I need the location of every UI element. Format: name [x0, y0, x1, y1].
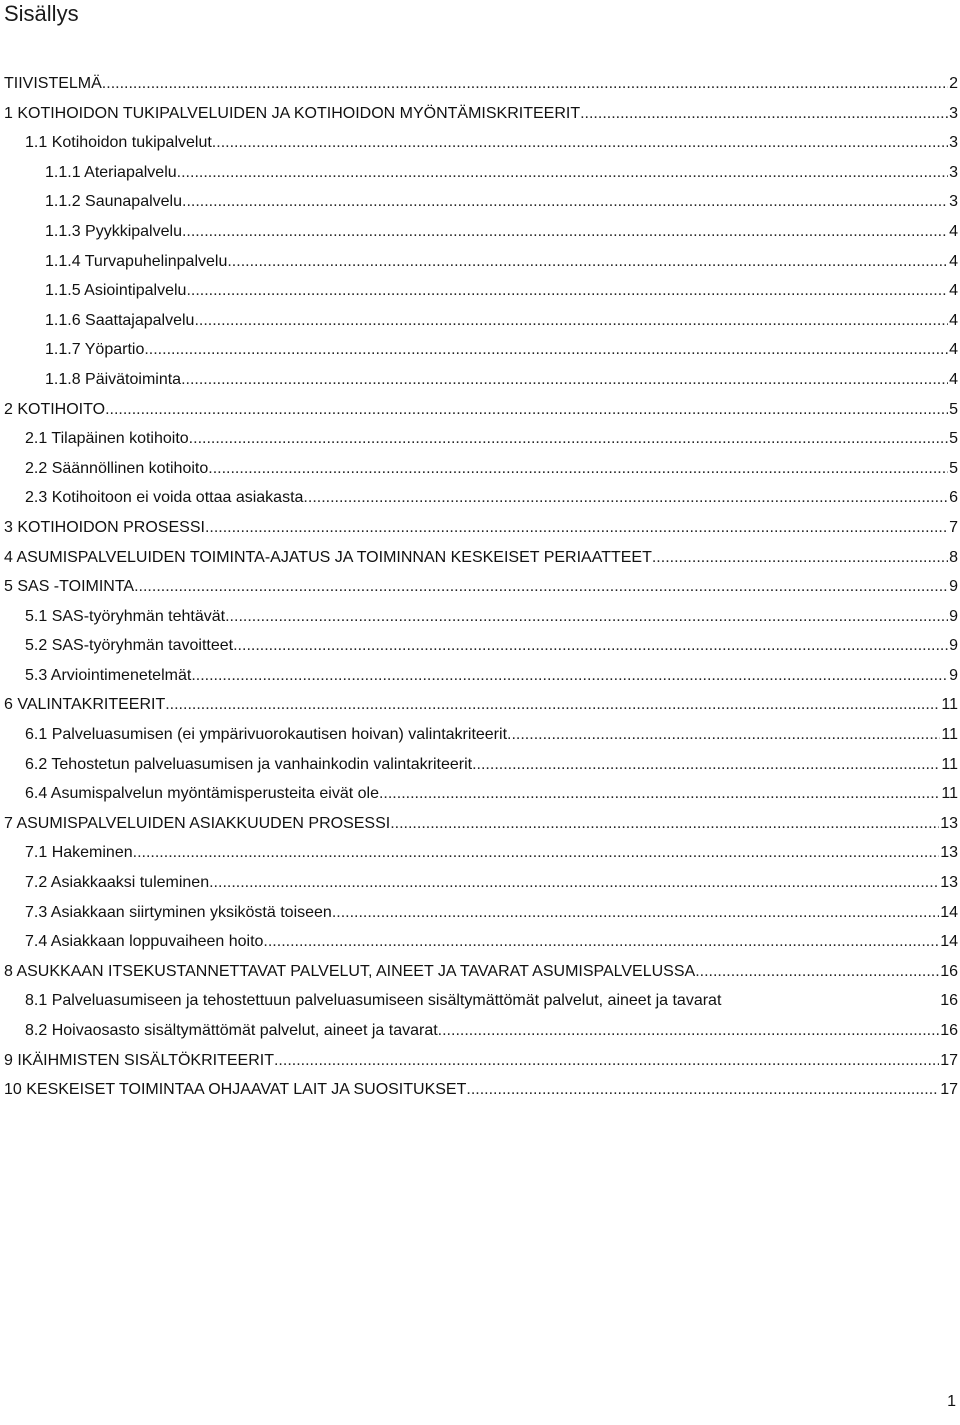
toc-dot-leader [194, 306, 948, 336]
toc-dot-leader [134, 572, 948, 602]
toc-dot-leader [209, 868, 939, 898]
toc-entry-page: 9 [949, 666, 958, 684]
toc-entry[interactable] [0, 247, 960, 277]
toc-entry-page: 16 [940, 992, 958, 1010]
toc-entry[interactable] [0, 217, 960, 247]
toc-entry[interactable] [0, 69, 960, 99]
toc-entry[interactable] [0, 335, 960, 365]
toc-entry-page: 6 [949, 489, 958, 507]
toc-entry-page: 3 [949, 163, 958, 181]
toc-entry[interactable] [0, 99, 960, 129]
toc-entry-page: 3 [949, 104, 958, 122]
toc-entry-label: 7 ASUMISPALVELUIDEN ASIAKKUUDEN PROSESSI [4, 814, 391, 832]
toc-entry-label: 1.1.1 Ateriapalvelu [45, 163, 177, 181]
toc-entry-page: 11 [941, 726, 958, 744]
toc-entry[interactable] [0, 779, 960, 809]
toc-entry-page: 16 [940, 1022, 958, 1039]
toc-dot-leader [233, 631, 948, 661]
toc-entry-label: 6.2 Tehostetun palveluasumisen ja vanhainkodin valintakriteerit [25, 755, 473, 773]
toc-dot-leader [208, 454, 948, 484]
toc-entry-page: 11 [941, 696, 958, 714]
toc-entry-label: 10 KESKEISET TOIMINTAA OHJAAVAT LAIT JA SUOSITUKSET [4, 1081, 467, 1099]
toc-entry-label: 6 VALINTAKRITEERIT [4, 696, 166, 714]
toc-entry[interactable] [0, 276, 960, 306]
toc-entry-label: 7.4 Asiakkaan loppuvaiheen hoito [25, 933, 264, 951]
toc-entry-label: 2.1 Tilapäinen kotihoito [25, 430, 189, 448]
toc-entry-label: 2 KOTIHOITO [4, 400, 106, 418]
toc-entry[interactable] [0, 483, 960, 513]
toc-dot-leader [177, 158, 948, 188]
toc-entry[interactable] [0, 454, 960, 484]
toc-entry[interactable] [0, 868, 960, 898]
toc-dot-leader [507, 720, 940, 750]
toc-entry-label: 5.2 SAS-työryhmän tavoitteet [25, 637, 234, 655]
toc-entry[interactable] [0, 898, 960, 928]
toc-entry-page: 5 [949, 430, 958, 448]
toc-dot-leader [390, 809, 939, 839]
toc-entry-label: 7.2 Asiakkaaksi tuleminen [25, 874, 210, 892]
toc-dot-leader [379, 779, 940, 809]
toc-dot-leader [303, 483, 948, 513]
page-number: 1 [947, 1393, 956, 1410]
toc-entry-page: 4 [949, 370, 958, 388]
toc-entry-label: 1.1.7 Yöpartio [45, 341, 145, 359]
toc-entry[interactable] [0, 1016, 960, 1046]
toc-dot-leader [186, 276, 948, 306]
toc-entry-label: 5 SAS -TOIMINTA [4, 578, 135, 596]
toc-entry-page: 9 [949, 607, 958, 625]
toc-dot-leader [466, 1075, 939, 1105]
toc-entry-page: 13 [940, 844, 958, 862]
toc-entry-label: 6.4 Asumispalvelun myöntämisperusteita eivät ole [25, 785, 379, 803]
toc-entry[interactable] [0, 661, 960, 691]
toc-dot-leader [263, 927, 939, 957]
toc-entry-label: 1.1.4 Turvapuhelinpalvelu [45, 252, 228, 270]
toc-entry-label: 9 IKÄIHMISTEN SISÄLTÖKRITEERIT [4, 1051, 274, 1069]
toc-entry-page: 8 [949, 548, 958, 566]
toc-dot-leader [212, 128, 948, 158]
toc-entry-label: 1.1.3 Pyykkipalvelu [45, 222, 182, 240]
toc-entry[interactable] [0, 602, 960, 632]
toc-entry[interactable] [0, 424, 960, 454]
toc-entry-label: 1.1.6 Saattajapalvelu [45, 311, 195, 329]
toc-entry-page: 11 [941, 755, 958, 773]
toc-entry-page: 4 [949, 282, 958, 300]
toc-dot-leader [695, 957, 939, 987]
toc-entry-label: 2.3 Kotihoitoon ei voida ottaa asiakasta [25, 489, 304, 507]
toc-entry[interactable] [0, 158, 960, 188]
toc-entry-page: 4 [949, 222, 958, 240]
toc-entry-page: 4 [949, 341, 958, 359]
toc-entry-page: 17 [940, 1081, 958, 1099]
toc-entry[interactable] [0, 838, 960, 868]
toc-dot-leader [652, 543, 948, 573]
toc-entry-page: 4 [949, 311, 958, 329]
toc-dot-leader [332, 898, 939, 928]
toc-entry[interactable] [0, 927, 960, 957]
toc-entry-page: 3 [949, 134, 958, 152]
toc-entry[interactable] [0, 572, 960, 602]
toc-dot-leader [102, 69, 948, 99]
toc-dot-leader [225, 602, 948, 632]
toc-entry[interactable] [0, 1075, 960, 1105]
toc-dot-leader [181, 365, 948, 395]
toc-entry[interactable] [0, 631, 960, 661]
toc-entry[interactable] [0, 395, 960, 425]
toc-entry[interactable] [0, 1046, 960, 1076]
toc-entry-page: 9 [949, 578, 958, 596]
toc-entry-page: 17 [940, 1051, 958, 1069]
toc-entry[interactable] [0, 720, 960, 750]
toc-entry-label: 3 KOTIHOIDON PROSESSI [4, 518, 205, 536]
toc-dot-leader [189, 424, 948, 454]
toc-entry[interactable] [0, 187, 960, 217]
toc-entry-label: 8.1 Palveluasumiseen ja tehostettuun palveluasumiseen sisältymättömät palvelut, aineet ja tavarat [25, 992, 722, 1010]
toc-dot-leader [472, 750, 940, 780]
toc-dot-leader [227, 247, 948, 277]
toc-entry[interactable] [0, 750, 960, 780]
toc-entry[interactable] [0, 365, 960, 395]
toc-entry-page: 13 [940, 874, 958, 892]
toc-entry[interactable] [0, 128, 960, 158]
toc-entry-page: 16 [940, 962, 958, 980]
toc-dot-leader [105, 395, 948, 425]
toc-entry[interactable] [0, 957, 960, 987]
toc-entry-page: 14 [940, 933, 958, 951]
toc-entry-label: 7.3 Asiakkaan siirtyminen yksiköstä toiseen [25, 903, 332, 921]
toc-dot-leader [580, 99, 948, 129]
table-of-contents [0, 69, 960, 1105]
toc-entry[interactable] [0, 543, 960, 573]
toc-entry[interactable] [0, 690, 960, 720]
toc-entry[interactable] [0, 809, 960, 839]
toc-entry-page: 11 [941, 785, 958, 803]
toc-entry[interactable] [0, 986, 960, 1016]
toc-entry-label: 8 ASUKKAAN ITSEKUSTANNETTAVAT PALVELUT, AINEET JA TAVARAT ASUMISPALVELUSSA [4, 962, 696, 980]
toc-dot-leader [205, 513, 948, 543]
toc-entry[interactable] [0, 306, 960, 336]
toc-dot-leader [182, 187, 948, 217]
toc-entry-label: 5.1 SAS-työryhmän tehtävät [25, 607, 226, 625]
toc-entry-page: 4 [949, 252, 958, 270]
toc-entry[interactable] [0, 513, 960, 543]
toc-dot-leader [144, 335, 948, 365]
toc-entry-page: 13 [940, 814, 958, 832]
toc-dot-leader [274, 1046, 939, 1076]
toc-entry-page: 7 [949, 518, 958, 536]
toc-entry-page: 3 [949, 193, 958, 211]
toc-entry-label: 1 KOTIHOIDON TUKIPALVELUIDEN JA KOTIHOIDON MYÖNTÄMISKRITEERIT [4, 104, 581, 122]
toc-entry-label: TIIVISTELMÄ [4, 75, 102, 92]
toc-entry-page: 9 [949, 637, 958, 655]
toc-entry-page: 5 [949, 400, 958, 418]
toc-entry-label: 7.1 Hakeminen [25, 844, 133, 862]
toc-entry-label: 8.2 Hoivaosasto sisältymättömät palvelut, aineet ja tavarat [25, 1022, 438, 1039]
toc-dot-leader [133, 838, 940, 868]
toc-entry-page: 2 [949, 75, 958, 92]
toc-dot-leader [182, 217, 948, 247]
toc-entry-label: 6.1 Palveluasumisen (ei ympärivuorokautisen hoivan) valintakriteerit [25, 726, 508, 744]
page-title: Sisällys [4, 1, 79, 26]
toc-entry-label: 4 ASUMISPALVELUIDEN TOIMINTA-AJATUS JA TOIMINNAN KESKEISET PERIAATTEET [4, 548, 652, 566]
toc-entry-label: 1.1.2 Saunapalvelu [45, 193, 182, 211]
toc-entry-label: 1.1.5 Asiointipalvelu [45, 282, 187, 300]
toc-entry-page: 5 [949, 459, 958, 477]
toc-entry-page: 14 [940, 903, 958, 921]
toc-entry-label: 2.2 Säännöllinen kotihoito [25, 459, 209, 477]
toc-entry-label: 1.1.8 Päivätoiminta [45, 370, 182, 388]
toc-entry-label: 5.3 Arviointimenetelmät [25, 666, 192, 684]
toc-dot-leader [438, 1016, 940, 1046]
toc-dot-leader [191, 661, 948, 691]
toc-dot-leader [165, 690, 940, 720]
toc-entry-label: 1.1 Kotihoidon tukipalvelut [25, 134, 212, 152]
